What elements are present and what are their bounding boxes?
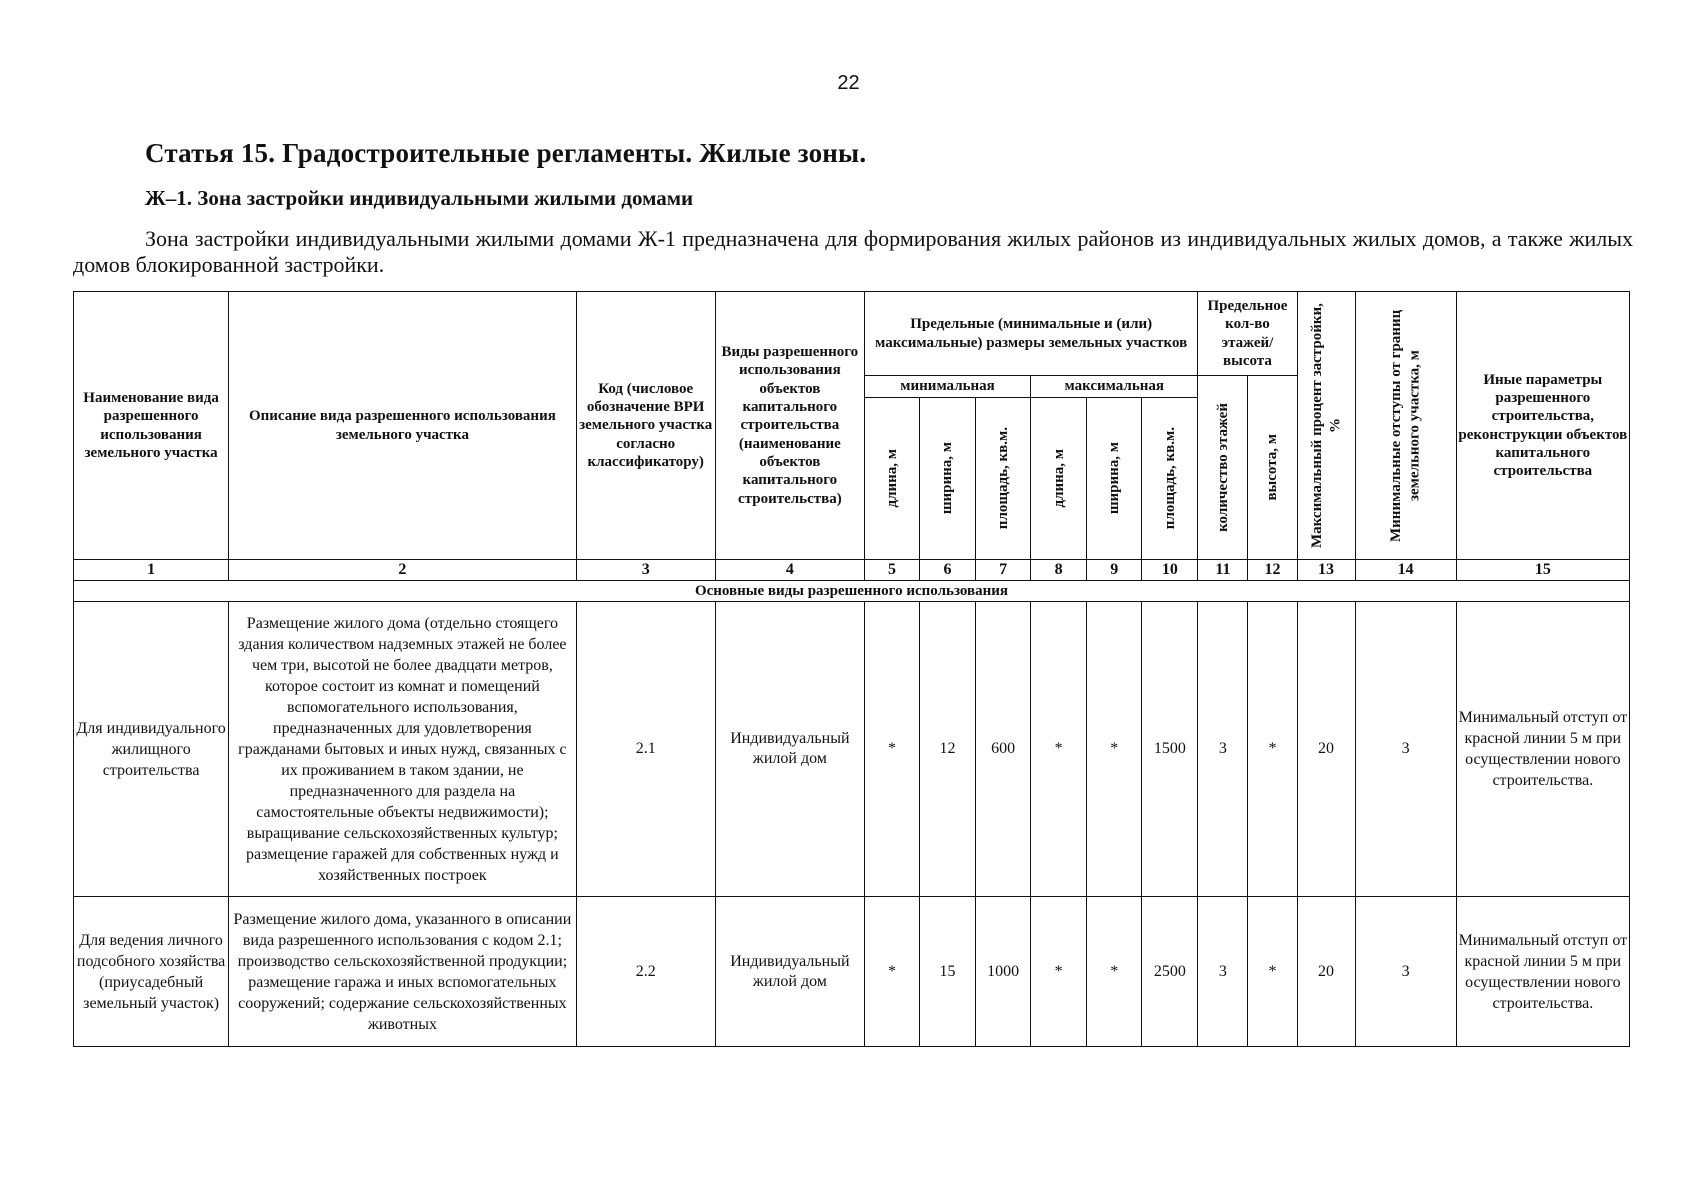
header-min-setback [1355, 292, 1456, 560]
header-code: Код (числовое обозначение ВРИ земельного участка согласно классификатору) [576, 292, 715, 560]
column-number: 3 [576, 560, 715, 581]
section-row [74, 581, 1630, 602]
object-type: Индивидуальный жилой дом [715, 602, 864, 897]
use-name: Для индивидуального жилищного строительства [74, 602, 229, 897]
intro-paragraph: Зона застройки индивидуальными жилыми домами Ж-1 предназначена для формирования жилых районов из индивидуальных жилых домов, а также жилых домов блокированной застройки. [73, 226, 1633, 277]
column-number: 6 [920, 560, 976, 581]
max-length: * [1031, 602, 1087, 897]
header-max-coverage-text: Максимальный процент застройки, % [1308, 303, 1344, 548]
column-number: 11 [1198, 560, 1248, 581]
column-number: 2 [229, 560, 576, 581]
header-min-setback-text: Минимальные отступы от границ земельного участка, м [1388, 309, 1423, 542]
use-code: 2.1 [576, 602, 715, 897]
header-min-width [920, 398, 976, 560]
min-length: * [864, 602, 919, 897]
header-min-width-text: ширина, м [939, 442, 956, 515]
height: * [1248, 602, 1297, 897]
floors-count: 3 [1198, 602, 1248, 897]
zone-title: Ж–1. Зона застройки индивидуальными жилыми домами [145, 186, 694, 210]
use-description: Размещение жилого дома, указанного в описании вида разрешенного использования с кодом 2.1; производство сельскохозяйственной продукции; размещение гаража и иных вспомогательных сооружений; содержание сельскохозяйственных животных [229, 897, 576, 1047]
header-max-coverage [1297, 292, 1355, 560]
max-width: * [1087, 897, 1142, 1047]
other-params: Минимальный отступ от красной линии 5 м при осуществлении нового строительства. [1456, 602, 1629, 897]
header-other-params: Иные параметры разрешенного строительства, реконструкции объектов капитального строительства [1456, 292, 1629, 560]
table-row [74, 602, 1630, 897]
use-description: Размещение жилого дома (отдельно стоящего здания количеством надземных этажей не более чем три, высотой не более двадцати метров, которое состоит из комнат и помещений вспомогательного использования, предназначенных для удовлетворения гражданами бытовых и иных нужд, связанных с их проживанием в таком здании, не предназначенного для раздела на самостоятельные объекты недвижимости); выращивание сельскохозяйственных культур; размещение гаражей для собственных нужд и хозяйственных построек [229, 602, 576, 897]
header-min-length-text: длина, м [883, 449, 900, 508]
table-row [74, 897, 1630, 1047]
column-number: 14 [1355, 560, 1456, 581]
header-min-length [864, 398, 919, 560]
header-max-width [1087, 398, 1142, 560]
max-area: 2500 [1142, 897, 1198, 1047]
header-plot-sizes: Предельные (минимальные и (или) максимальные) размеры земельных участков [864, 292, 1197, 376]
column-number: 4 [715, 560, 864, 581]
header-floors-count-text: количество этажей [1214, 403, 1231, 532]
header-name: Наименование вида разрешенного использования земельного участка [74, 292, 229, 560]
min-width: 15 [920, 897, 976, 1047]
header-floors-count [1198, 376, 1248, 560]
column-number: 7 [976, 560, 1031, 581]
object-type: Индивидуальный жилой дом [715, 897, 864, 1047]
header-min-area [976, 398, 1031, 560]
min-width: 12 [920, 602, 976, 897]
header-max-area-text: площадь, кв.м. [1161, 427, 1178, 530]
column-number: 13 [1297, 560, 1355, 581]
height: * [1248, 897, 1297, 1047]
use-code: 2.2 [576, 897, 715, 1047]
header-row-1 [74, 292, 1630, 376]
column-number: 12 [1248, 560, 1297, 581]
header-minimal: минимальная [864, 376, 1030, 398]
section-title: Основные виды разрешенного использования [74, 581, 1630, 602]
column-number: 10 [1142, 560, 1198, 581]
header-floors-height: Предельное кол-во этажей/ высота [1198, 292, 1297, 376]
page-number: 22 [837, 72, 860, 94]
header-height [1248, 376, 1297, 560]
header-max-length-text: длина, м [1050, 449, 1067, 508]
header-max-width-text: ширина, м [1106, 442, 1123, 515]
header-object-types: Виды разрешенного использования объектов капитального строительства (наименование объектов капитального строительства) [715, 292, 864, 560]
other-params: Минимальный отступ от красной линии 5 м при осуществлении нового строительства. [1456, 897, 1629, 1047]
max-area: 1500 [1142, 602, 1198, 897]
regulations-table [73, 291, 1630, 1047]
min-setback: 3 [1355, 602, 1456, 897]
column-number: 9 [1087, 560, 1142, 581]
column-number: 15 [1456, 560, 1629, 581]
column-number: 8 [1031, 560, 1087, 581]
header-height-text: высота, м [1264, 434, 1281, 501]
header-max-length [1031, 398, 1087, 560]
column-number-row [74, 560, 1630, 581]
column-number: 5 [864, 560, 919, 581]
max-coverage: 20 [1297, 602, 1355, 897]
min-area: 600 [976, 602, 1031, 897]
floors-count: 3 [1198, 897, 1248, 1047]
max-coverage: 20 [1297, 897, 1355, 1047]
min-area: 1000 [976, 897, 1031, 1047]
max-width: * [1087, 602, 1142, 897]
header-maximal: максимальная [1031, 376, 1198, 398]
article-title: Статья 15. Градостроительные регламенты. Жилые зоны. [145, 138, 867, 168]
header-description: Описание вида разрешенного использования земельного участка [229, 292, 576, 560]
header-max-area [1142, 398, 1198, 560]
min-length: * [864, 897, 919, 1047]
min-setback: 3 [1355, 897, 1456, 1047]
column-number: 1 [74, 560, 229, 581]
max-length: * [1031, 897, 1087, 1047]
use-name: Для ведения личного подсобного хозяйства (приусадебный земельный участок) [74, 897, 229, 1047]
header-min-area-text: площадь, кв.м. [994, 427, 1011, 530]
